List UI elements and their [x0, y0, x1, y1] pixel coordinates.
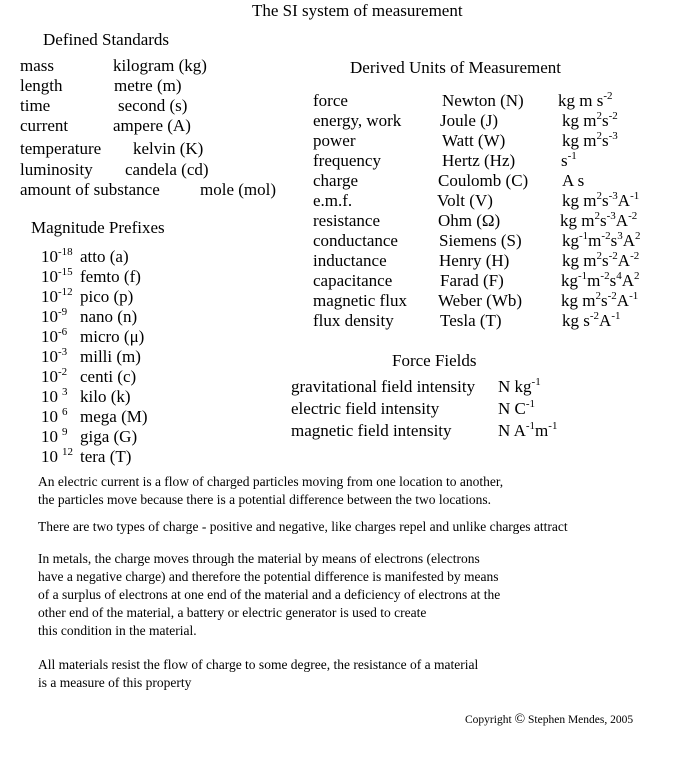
prefix-base: 10	[41, 407, 58, 426]
unit-exponent: -2	[600, 270, 610, 282]
prefix-name: mega (M)	[80, 407, 148, 426]
prefix-base: 10	[41, 447, 58, 466]
unit-part: s	[599, 211, 607, 230]
unit-part: s	[600, 291, 608, 310]
derived-quantity: conductance	[313, 231, 398, 250]
paragraph-line: All materials resist the flow of charge to some degree, the resistance of a material	[38, 657, 479, 672]
prefix-name: giga (G)	[80, 427, 138, 446]
standard-unit: kelvin (K)	[133, 139, 204, 158]
prefix-base: 10	[41, 387, 58, 406]
unit-part: m	[588, 231, 602, 250]
standard-unit: candela (cd)	[125, 160, 209, 179]
prefix-base: 10	[41, 287, 58, 306]
prefix-base: 10	[41, 267, 58, 286]
prefix-exponent: -2	[58, 366, 68, 378]
prefix-row	[41, 427, 68, 447]
paragraph-line: In metals, the charge moves through the material by means of electrons (electrons	[38, 551, 480, 566]
unit-part: A	[621, 271, 634, 290]
standard-quantity: length	[20, 76, 63, 95]
unit-part: s	[601, 251, 609, 270]
prefix-name: femto (f)	[80, 267, 141, 286]
unit-exponent: -2	[607, 290, 617, 302]
derived-si-base	[561, 271, 639, 291]
prefix-row	[41, 267, 73, 287]
unit-exponent: -1	[629, 290, 639, 302]
unit-part: s	[601, 191, 609, 210]
defined-standards-heading: Defined Standards	[43, 30, 170, 49]
field-quantity: electric field intensity	[291, 399, 440, 418]
field-quantity: gravitational field intensity	[291, 377, 476, 396]
standard-quantity: current	[20, 116, 69, 135]
unit-exponent: 2	[596, 190, 602, 202]
derived-si-base	[562, 171, 584, 191]
derived-si-base	[562, 231, 640, 251]
paragraph-line: There are two types of charge - positive and negative, like charges repel and unlike charges attract	[38, 519, 568, 534]
derived-si-base	[562, 111, 618, 131]
unit-part: A	[622, 231, 635, 250]
prefix-row	[41, 247, 73, 267]
unit-part: kg m	[562, 131, 597, 150]
page-title: The SI system of measurement	[252, 1, 463, 20]
derived-quantity: flux density	[313, 311, 394, 330]
prefix-name: pico (p)	[80, 287, 134, 306]
prefix-name: centi (c)	[80, 367, 137, 386]
unit-exponent: 2	[596, 130, 602, 142]
copyright-notice	[465, 712, 633, 728]
unit-exponent: 2	[596, 110, 602, 122]
standard-quantity: temperature	[20, 139, 102, 158]
derived-quantity: magnetic flux	[313, 291, 407, 310]
standard-quantity: luminosity	[20, 160, 93, 179]
field-unit	[498, 377, 541, 397]
unit-exponent: -1	[630, 190, 640, 202]
derived-quantity: e.m.f.	[313, 191, 353, 210]
derived-unit: Henry (H)	[439, 251, 510, 270]
unit-part: s	[609, 271, 617, 290]
derived-unit: Ohm (Ω)	[438, 211, 501, 230]
derived-unit: Coulomb (C)	[438, 171, 529, 190]
field-unit	[498, 421, 557, 441]
prefix-row	[41, 387, 68, 407]
unit-exponent: 2	[595, 290, 601, 302]
unit-part: s	[601, 131, 609, 150]
prefix-base: 10	[41, 327, 58, 346]
derived-unit: Farad (F)	[440, 271, 504, 290]
derived-quantity: resistance	[313, 211, 381, 230]
unit-exponent: 2	[633, 270, 640, 282]
prefix-exponent: -15	[58, 266, 73, 278]
paragraph-line: other end of the material, a battery or electric generator is used to create	[38, 605, 427, 620]
prefix-row	[41, 287, 73, 307]
unit-part: A	[615, 211, 629, 230]
copyright-label: Copyright	[465, 714, 512, 726]
derived-si-base	[562, 311, 621, 331]
unit-exponent: 2	[596, 250, 602, 262]
derived-unit: Watt (W)	[442, 131, 506, 150]
paragraph-line: have a negative charge) and therefore the potential difference is manifested by means	[38, 569, 499, 584]
derived-quantity: capacitance	[313, 271, 393, 290]
prefix-base: 10	[41, 347, 58, 366]
unit-exponent: 4	[616, 270, 622, 282]
prefix-row	[41, 407, 68, 427]
unit-part: kg m	[561, 291, 596, 310]
unit-part: m	[535, 421, 549, 440]
unit-part: kg	[562, 231, 579, 250]
prefix-row	[41, 327, 67, 347]
unit-exponent: 2	[594, 210, 600, 222]
unit-part: kg m s	[558, 91, 604, 110]
paragraph-line: the particles move because there is a potential difference between the two locations.	[38, 492, 491, 507]
derived-unit: Weber (Wb)	[438, 291, 523, 310]
prefix-name: milli (m)	[80, 347, 141, 366]
unit-exponent: -2	[603, 90, 613, 102]
prefix-base: 10	[41, 367, 58, 386]
standard-unit: mole (mol)	[200, 180, 277, 199]
unit-part: A	[617, 191, 631, 210]
unit-exponent: -3	[606, 210, 616, 222]
unit-exponent: -2	[601, 230, 611, 242]
unit-exponent: -2	[589, 310, 600, 322]
prefix-name: micro (μ)	[80, 327, 145, 346]
paragraph-line: is a measure of this property	[38, 675, 192, 690]
prefix-exponent: -18	[58, 246, 73, 258]
prefix-base: 10	[41, 247, 58, 266]
prefix-row	[41, 307, 67, 327]
unit-exponent: -1	[611, 310, 621, 322]
unit-part: kg s	[562, 311, 590, 330]
unit-exponent: -1	[525, 398, 536, 410]
derived-si-base	[558, 91, 613, 111]
unit-part: m	[587, 271, 601, 290]
prefix-exponent: -9	[58, 306, 68, 318]
unit-part: kg	[561, 271, 578, 290]
unit-exponent: -1	[579, 230, 589, 242]
unit-part: A	[617, 251, 631, 270]
prefix-exponent: 3	[62, 386, 68, 398]
unit-exponent: -2	[630, 250, 640, 262]
derived-quantity: inductance	[313, 251, 387, 270]
prefix-row	[41, 447, 73, 467]
unit-part: A	[599, 311, 612, 330]
magnitude-prefixes-heading: Magnitude Prefixes	[31, 218, 165, 237]
unit-exponent: -1	[525, 420, 536, 432]
unit-exponent: -3	[608, 190, 618, 202]
derived-si-base	[561, 151, 577, 171]
derived-si-base	[562, 191, 639, 211]
copyright-icon: ©	[514, 712, 526, 727]
prefix-exponent: -12	[58, 286, 73, 298]
prefix-base: 10	[41, 307, 58, 326]
unit-part: s	[610, 231, 618, 250]
unit-exponent: 2	[634, 230, 641, 242]
derived-quantity: frequency	[313, 151, 381, 170]
prefix-exponent: 6	[62, 406, 68, 418]
unit-part: s	[601, 111, 609, 130]
prefix-base: 10	[41, 427, 58, 446]
derived-si-base	[560, 211, 637, 231]
standard-unit: second (s)	[118, 96, 188, 115]
unit-part: A	[616, 291, 630, 310]
derived-si-base	[561, 291, 638, 311]
derived-si-base	[562, 251, 639, 271]
derived-unit: Newton (N)	[442, 91, 524, 110]
unit-part: A s	[562, 171, 585, 190]
unit-exponent: -1	[578, 270, 588, 282]
derived-quantity: energy, work	[313, 111, 402, 130]
paragraph-line: of a surplus of electrons at one end of the material and a deficiency of electrons at the	[38, 587, 501, 602]
standard-unit: metre (m)	[114, 76, 182, 95]
prefix-row	[41, 367, 67, 387]
unit-exponent: 3	[617, 230, 623, 242]
unit-part: s	[561, 151, 568, 170]
prefix-name: tera (T)	[80, 447, 132, 466]
copyright-text: Stephen Mendes, 2005	[528, 714, 634, 726]
standard-unit: kilogram (kg)	[113, 56, 207, 75]
derived-quantity: force	[313, 91, 348, 110]
derived-unit: Joule (J)	[440, 111, 499, 130]
derived-unit: Hertz (Hz)	[442, 151, 516, 170]
unit-part: N kg	[498, 377, 532, 396]
standard-quantity: amount of substance	[20, 180, 160, 199]
prefix-exponent: 12	[62, 446, 73, 458]
field-unit	[498, 399, 535, 419]
derived-unit: Tesla (T)	[440, 311, 502, 330]
derived-units-heading: Derived Units of Measurement	[350, 58, 562, 77]
unit-exponent: -2	[628, 210, 638, 222]
unit-part: N C	[498, 399, 526, 418]
field-quantity: magnetic field intensity	[291, 421, 452, 440]
derived-unit: Siemens (S)	[439, 231, 522, 250]
derived-unit: Volt (V)	[437, 191, 493, 210]
derived-quantity: charge	[313, 171, 358, 190]
prefix-exponent: -3	[58, 346, 68, 358]
unit-exponent: -3	[608, 130, 618, 142]
prefix-exponent: -6	[58, 326, 68, 338]
paragraph-line: this condition in the material.	[38, 623, 197, 638]
unit-part: N A	[498, 421, 526, 440]
unit-exponent: -1	[567, 150, 577, 162]
unit-exponent: -1	[548, 420, 558, 432]
prefix-name: kilo (k)	[80, 387, 131, 406]
standard-quantity: mass	[20, 56, 54, 75]
unit-part: kg m	[560, 211, 595, 230]
unit-part: kg m	[562, 191, 597, 210]
prefix-name: nano (n)	[80, 307, 138, 326]
force-fields-heading: Force Fields	[392, 351, 477, 370]
prefix-exponent: 9	[62, 426, 68, 438]
unit-exponent: -2	[608, 110, 618, 122]
standard-unit: ampere (A)	[113, 116, 191, 135]
paragraph-line: An electric current is a flow of charged particles moving from one location to another,	[38, 474, 504, 489]
unit-part: kg m	[562, 251, 597, 270]
unit-part: kg m	[562, 111, 597, 130]
unit-exponent: -2	[608, 250, 618, 262]
prefix-name: atto (a)	[80, 247, 129, 266]
standard-quantity: time	[20, 96, 51, 115]
prefix-row	[41, 347, 67, 367]
derived-quantity: power	[313, 131, 356, 150]
unit-exponent: -1	[531, 376, 541, 388]
derived-si-base	[562, 131, 618, 151]
